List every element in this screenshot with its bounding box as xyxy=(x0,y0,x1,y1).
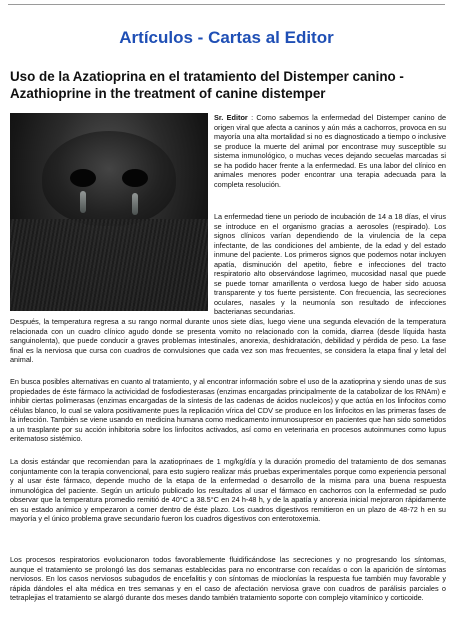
side-paragraph-1 xyxy=(214,113,446,189)
dog-nose-photo xyxy=(10,113,208,311)
body-paragraph-2-text: En busca posibles alternativas en cuanto al tratamiento, y al encontrar información sobre el uso de la azatioprina y siendo unas de sus propiedades de éste fármaco la activicidad de fosfodiesterasas (enzimas encargadas principalmente de la catabolizar de los RNAm) e inhibir ciertas polimerasas (enzimas encargadas de la síntesis de las cadenas de ácidos nucleicos) y que actúa en los linfocitos como células blanco, lo cual se valora positivamente pues la replicación vírica del CDV se produce en los linfocitos en las primeras fases de la infección. También se viene usando en medicina humana como medicamento inmunosupresor en pacientes que han sido sometidos a un trasplante por su acción inhibitoria sobre los linfocitos activados, así como en veterinaria en procesos autoinmunes como lupus eritematoso sistémico. xyxy=(10,377,446,443)
side-paragraph-1-body: : Como sabemos la enfermedad del Distemper canino de origen viral que afecta a caninos y aún más a cachorros, provoca en su mayoría una alta mortalidad si no es diagnosticado a tiempo o inclusive se produce la muerte del animal por encontrase muy susceptible su sistema inmunológico, o muchas veces dejando secuelas marcadas si se ha podido hacer frente a la enfermedad. Es una labor del clínico en animales menores poder encontrar una terapia adecuada para la completa resolución. xyxy=(214,113,447,189)
body-paragraph-1-text: Después, la temperatura regresa a su rango normal durante unos siete días, luego viene una segunda elevación de la temperatura relacionada con un cuadro clínico agudo donde se presenta vomito no relacionado con la comida, diarrea (desde líquida hasta sanguinolenta), que puede conducir a graves problemas intestinales, anorexia, deshidratación, debilidad y pérdida de peso. La fase final es la nerviosa que cursa con cuadros de convulsiones que cada vez son mas frecuentes, se considera la etapa final y letal del animal. xyxy=(10,317,446,364)
body-paragraph-2 xyxy=(10,377,446,444)
side-paragraph-2 xyxy=(214,212,446,317)
left-nostril xyxy=(70,169,96,187)
body-paragraph-4-text: Los procesos respiratorios evolucionaron todos favorablemente fluidificándose las secreciones y no progresando los síntomas, aunque el tratamiento se prolongó las dos semanas establecidas para no encontrarse con recaídas o con la aparición de síntomas nerviosos. En los casos nerviosos subagudos de encefalitis y con síntomas de mioclonías la respuesta fue también muy favorable y rápida dándoles el alta médica en tres semanas y en el caso de afectación nerviosa grave con cuadros de parálisis parciales o tetraplejias el tratamiento se alargó durante dos meses dando también tratamiento soporte con complejo vitamínico y corticoide. xyxy=(10,555,446,602)
top-rule xyxy=(8,4,445,5)
nose-shape xyxy=(42,131,176,226)
body-paragraph-3-text: La dosis estándar que recomiendan para la azatioprinaes de 1 mg/kg/día y la duración promedio del tratamiento de dos semanas conjuntamente con la terapia convencional, para esto sugiero realizar más pruebas experimentales porque como experiencia personal y al usar éste fármaco, depende mucho de la etapa de la enfermedad o desarrollo de la misma para una buena respuesta inmunológica del paciente. Según un artículo publicado los resultados al usar el fármaco en cachorros con la enfermedad se pudo observar que la temperatura promedio remitió de 40°C a 38.5°C en 24 h-48 h, y de la apatía y anorexia inicial mejoraron rápidamente en su estado anímico y empezaron a comer dentro de éste plazo. Los cuadros digestivos remitieron en un plazo de 48-72 h en su mayoría y el único problema grave secundario fueron los cuadros digestivos con enterotoxemia. xyxy=(10,457,446,523)
section-header: Artículos - Cartas al Editor xyxy=(119,28,334,47)
body-paragraph-1 xyxy=(10,317,446,365)
right-nostril xyxy=(122,169,148,187)
editor-salutation: Sr. Editor xyxy=(214,113,248,122)
body-paragraph-3 xyxy=(10,457,446,524)
side-paragraph-2-text: La enfermedad tiene un periodo de incubación de 14 a 18 días, el virus se introduce en el organismo gracias a aerosoles (respirado). Los signos clínicos varían dependiendo de la virulencia de la cepa infectante, de las condiciones del ambiente, de la edad y del estado inmune del paciente. Los primeros signos que podemos notar incluyen apatía, disminución del apetito, fiebre e infecciones del tracto respiratorio alto observándose lagrimeo, mucosidad nasal que puede se puede tornar amarillenta o verdosa luego de haber sido acuosa transparente y tos fuerte persistente. Con frecuencia, las secreciones oculares, nasales y la neumonía son resultado de infecciones bacterianas secundarias. xyxy=(214,212,446,316)
nasal-discharge-right xyxy=(132,193,138,215)
body-paragraph-4 xyxy=(10,555,446,603)
fur-texture xyxy=(10,219,208,311)
article-title: Uso de la Azatioprina en el tratamiento del Distemper canino - Azathioprine in the treatment of canine distemper xyxy=(10,69,404,101)
nasal-discharge-left xyxy=(80,191,86,213)
